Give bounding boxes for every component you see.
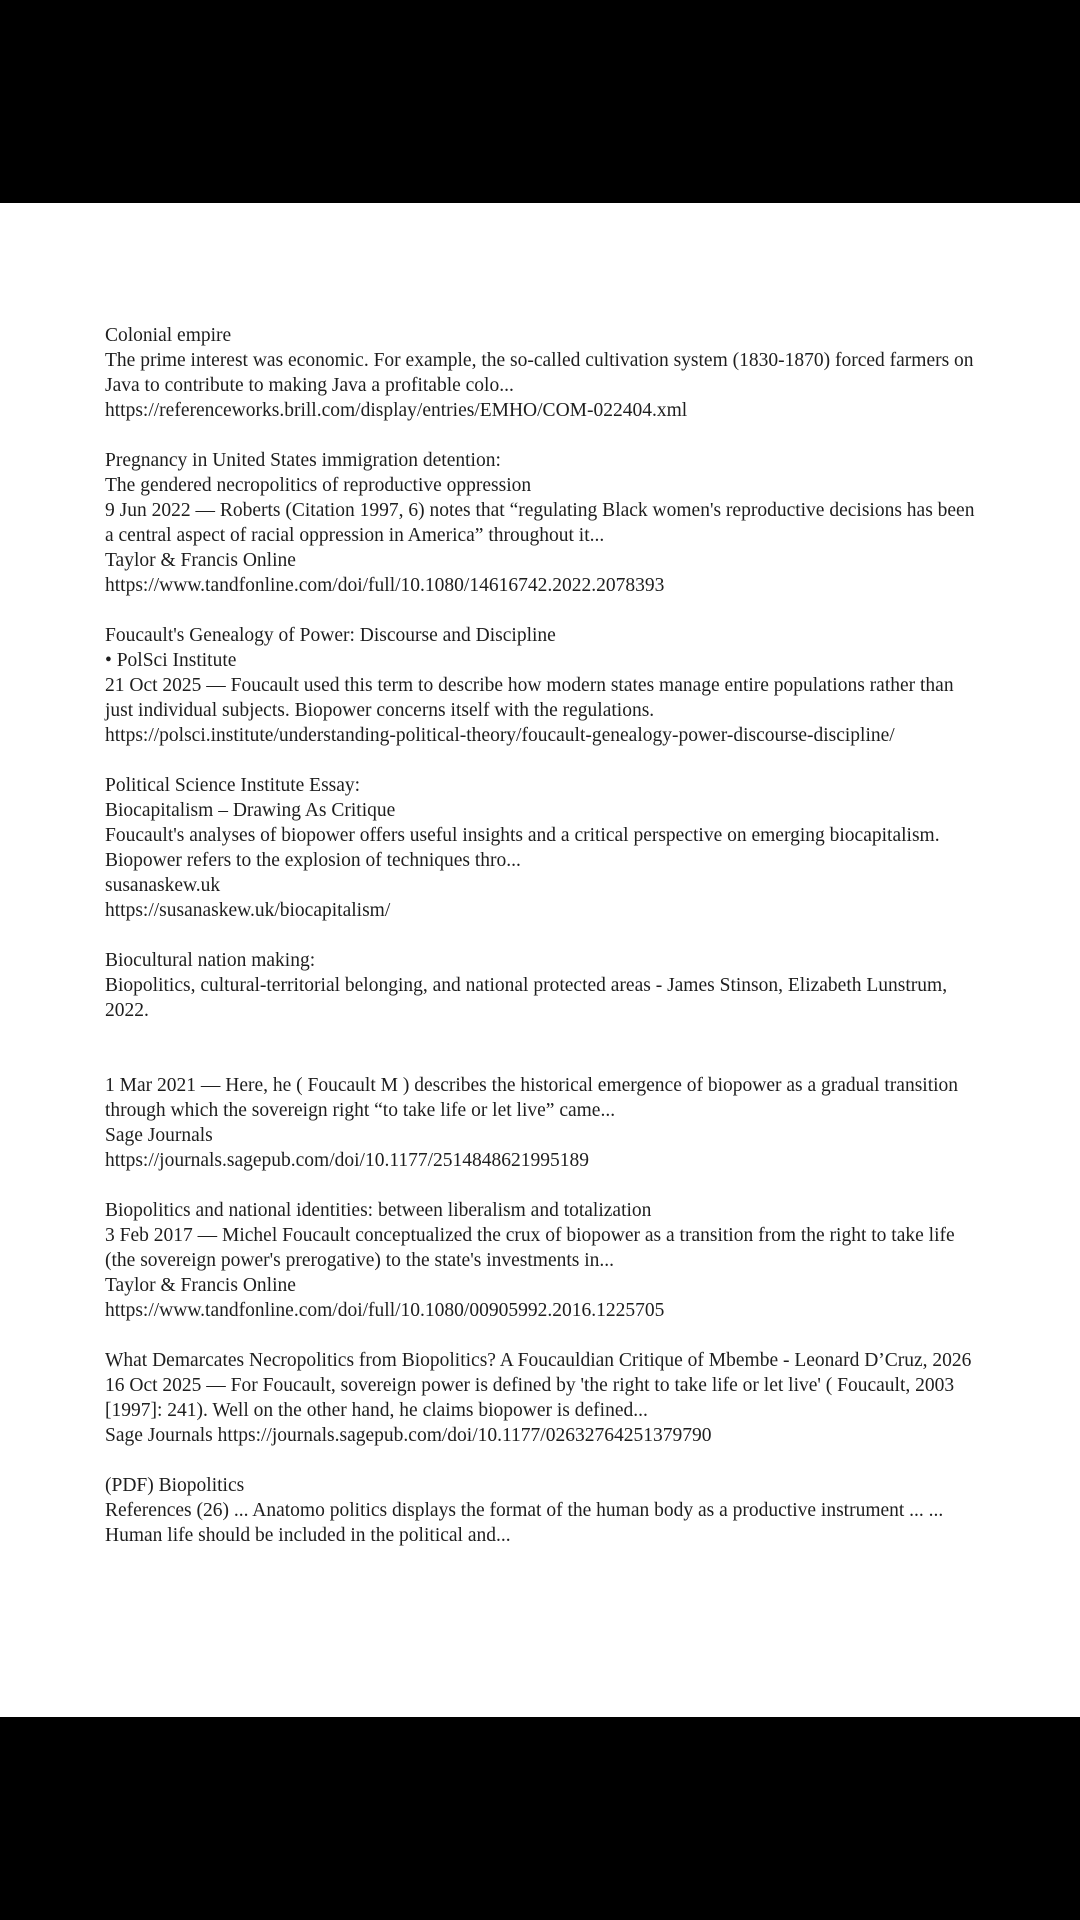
entry-title: What Demarcates Necropolitics from Biopolitics? A Foucauldian Critique of Mbembe - Leonard D’Cruz, 2026 bbox=[105, 1350, 972, 1371]
entry-title: Foucault's Genealogy of Power: Discourse and Discipline bbox=[105, 625, 556, 646]
entry-source: Taylor & Francis Online bbox=[105, 550, 296, 571]
entry-source: Sage Journals bbox=[105, 1125, 213, 1146]
entry-sovereign-right bbox=[105, 1073, 985, 1173]
entry-title: Biopolitics and national identities: between liberalism and totalization bbox=[105, 1200, 652, 1221]
document-page bbox=[0, 203, 1080, 1717]
entry-title: Political Science Institute Essay: bbox=[105, 775, 361, 796]
entry-snippet: 3 Feb 2017 — Michel Foucault conceptualized the crux of biopower as a transition from the right to take life (the sovereign power's prerogative) to the state's investments in... bbox=[105, 1225, 955, 1271]
entry-source-url[interactable]: Sage Journals https://journals.sagepub.com/doi/10.1177/02632764251379790 bbox=[105, 1425, 712, 1446]
entry-biopolitics-pdf bbox=[105, 1473, 985, 1548]
entry-title: Colonial empire bbox=[105, 325, 232, 346]
entry-snippet: 9 Jun 2022 — Roberts (Citation 1997, 6) notes that “regulating Black women's reproductive decisions has been a central aspect of racial oppression in America” throughout it... bbox=[105, 500, 975, 546]
entry-url[interactable]: https://www.tandfonline.com/doi/full/10.1080/14616742.2022.2078393 bbox=[105, 575, 665, 596]
entry-snippet: The prime interest was economic. For example, the so-called cultivation system (1830-1870) forced farmers on Java to contribute to making Java a profitable colo... bbox=[105, 350, 974, 396]
entry-subtitle: The gendered necropolitics of reproductive oppression bbox=[105, 475, 532, 496]
entry-url[interactable]: https://journals.sagepub.com/doi/10.1177/2514848621995189 bbox=[105, 1150, 590, 1171]
bottom-black-bar bbox=[0, 1717, 1080, 1920]
entry-national-identities bbox=[105, 1198, 985, 1323]
entry-snippet: 16 Oct 2025 — For Foucault, sovereign power is defined by 'the right to take life or let live' ( Foucault, 2003 [1997]: 241). Well on the other hand, he claims biopower is defined... bbox=[105, 1375, 955, 1421]
document-content bbox=[105, 323, 985, 1573]
entry-snippet: 21 Oct 2025 — Foucault used this term to describe how modern states manage entire populations rather than just individual subjects. Biopower concerns itself with the regulations. bbox=[105, 675, 954, 721]
entry-url[interactable]: https://polsci.institute/understanding-political-theory/foucault-genealogy-power-discourse-discipline/ bbox=[105, 725, 895, 746]
entry-source: susanaskew.uk bbox=[105, 875, 221, 896]
entry-title: Biocultural nation making: bbox=[105, 950, 316, 971]
entry-url[interactable]: https://www.tandfonline.com/doi/full/10.1080/00905992.2016.1225705 bbox=[105, 1300, 665, 1321]
entry-subtitle: Biocapitalism – Drawing As Critique bbox=[105, 800, 396, 821]
entry-pregnancy-detention bbox=[105, 448, 985, 598]
entry-subtitle: Biopolitics, cultural-territorial belonging, and national protected areas - James Stinson, Elizabeth Lunstrum, 2022. bbox=[105, 975, 948, 1021]
entry-url[interactable]: https://referenceworks.brill.com/display/entries/EMHO/COM-022404.xml bbox=[105, 400, 688, 421]
entry-colonial-empire bbox=[105, 323, 985, 423]
entry-snippet: References (26) ... Anatomo politics displays the format of the human body as a productive instrument ... ... Human life should be included in the political and... bbox=[105, 1500, 944, 1546]
top-black-bar bbox=[0, 0, 1080, 203]
entry-title: (PDF) Biopolitics bbox=[105, 1475, 245, 1496]
entry-source: Taylor & Francis Online bbox=[105, 1275, 296, 1296]
entry-source: • PolSci Institute bbox=[105, 650, 237, 671]
entry-necropolitics bbox=[105, 1348, 985, 1448]
entry-snippet: Foucault's analyses of biopower offers useful insights and a critical perspective on emerging biocapitalism. Biopower refers to the explosion of techniques thro... bbox=[105, 825, 940, 871]
entry-url[interactable]: https://susanaskew.uk/biocapitalism/ bbox=[105, 900, 391, 921]
entry-snippet: 1 Mar 2021 — Here, he ( Foucault M ) describes the historical emergence of biopower as a gradual transition through which the sovereign right “to take life or let live” came... bbox=[105, 1075, 959, 1121]
entry-biocapitalism bbox=[105, 773, 985, 923]
entry-title: Pregnancy in United States immigration detention: bbox=[105, 450, 501, 471]
entry-biocultural-nation bbox=[105, 948, 985, 1023]
entry-foucault-genealogy bbox=[105, 623, 985, 748]
